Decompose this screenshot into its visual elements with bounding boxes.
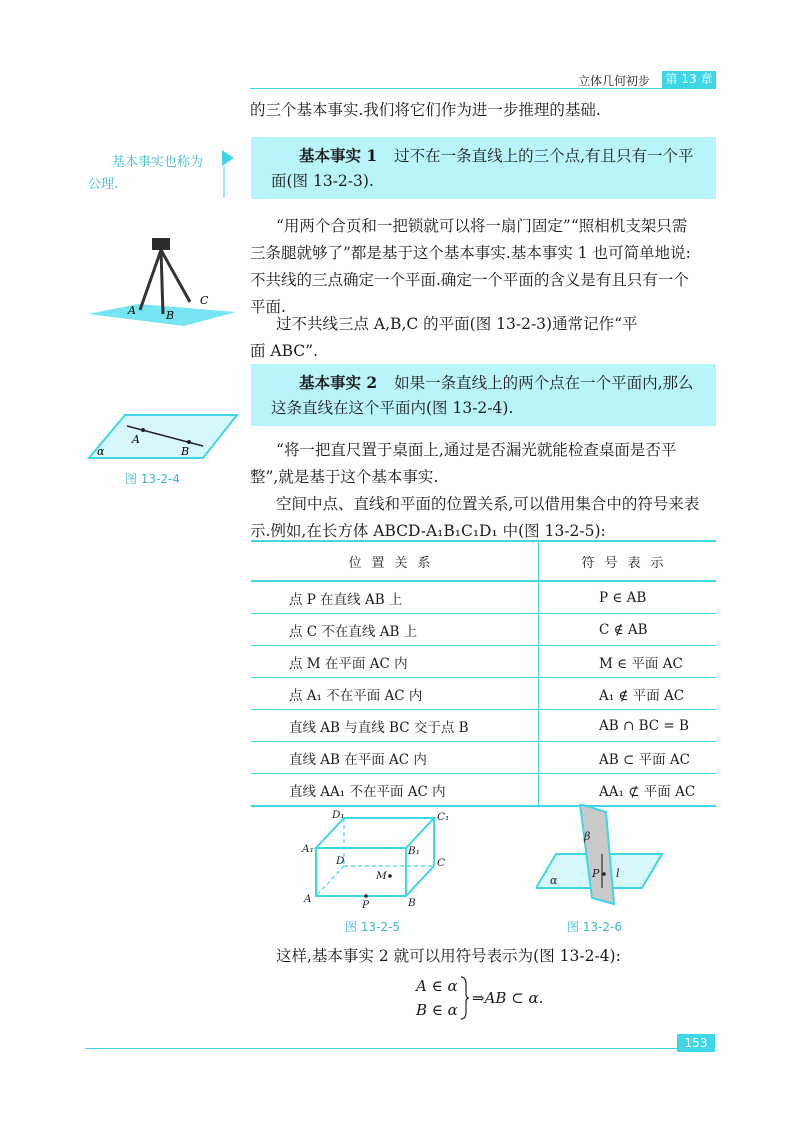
table-cell-relation: 直线 AB 与直线 BC 交于点 B [251,710,539,742]
fig5-label-a: A [304,893,312,905]
fact1-text-line1: 过不在一条直线上的三个点,有且只有一个平 [394,147,694,165]
fact2-box [251,364,716,426]
tripod-figure [88,232,238,327]
side-note-marker-icon [220,150,236,200]
fig4-label-a: A [132,433,140,446]
fig6-label-alpha: α [550,874,558,887]
table-row [251,710,716,742]
fig5-caption: 图 13-2-5 [345,920,401,934]
table-header-row [251,541,716,581]
fig5-label-d1: D₁ [332,809,345,821]
table-cell-relation: 直线 AB 在平面 AC 内 [251,742,539,774]
para1-line3: 不共线的三点确定一个平面.确定一个平面的含义是有且只有一个 [250,271,689,289]
fig5-label-b1: B₁ [408,845,420,857]
fig6-label-l: l [616,867,620,880]
formula-result: ⇒AB ⊂ α. [472,989,544,1007]
formula-line1: A ∈ α [416,977,458,995]
table-row [251,678,716,710]
page-number: 153 [677,1034,715,1052]
plane-line-figure [85,412,240,462]
fig6-label-p: P [592,867,600,880]
fig4-label-alpha: α [97,445,105,458]
fact1-box [251,137,716,199]
table-row [251,774,716,807]
fig6-label-beta: β [584,830,591,843]
table-cell-symbol: A₁ ∉ 平面 AC [539,678,717,710]
fig5-label-p: P [362,899,370,910]
tripod-label-c: C [200,294,209,307]
table-cell-symbol: M ∈ 平面 AC [539,646,717,678]
table-row [251,646,716,678]
para1-line2: 三条腿就够了”都是基于这个基本事实.基本事实 1 也可简单地说: [250,244,691,262]
para3-line1: “将一把直尺置于桌面上,通过是否漏光就能检查桌面是否平 [276,441,677,459]
table-cell-relation: 点 C 不在直线 AB 上 [251,614,539,646]
fig5-label-d: D [336,855,345,867]
intro-text: 的三个基本事实.我们将它们作为进一步推理的基础. [250,101,601,119]
fact2-label: 基本事实 2 [299,373,378,392]
table-cell-symbol: AB ⊂ 平面 AC [539,742,717,774]
tripod-label-b: B [166,309,175,322]
fact1-label: 基本事实 1 [299,146,378,165]
fig5-label-b: B [408,897,416,909]
para1-line4: 平面. [250,298,286,316]
header-rule [250,88,716,89]
para3-line2: 整”,就是基于这个基本事实. [250,468,439,486]
fig5-label-c: C [437,857,446,869]
table-cell-relation: 点 M 在平面 AC 内 [251,646,539,678]
table-cell-relation: 点 P 在直线 AB 上 [251,581,539,614]
fig4-label-b: B [181,445,190,458]
table-row [251,742,716,774]
fig5-label-m: M [376,870,387,882]
fact2-text-line2: 这条直线在这个平面内(图 13-2-4). [271,399,514,417]
para5: 这样,基本事实 2 就可以用符号表示为(图 13-2-4): [276,947,621,965]
footer-rule [85,1048,715,1049]
fact2-text-line1: 如果一条直线上的两个点在一个平面内,那么 [394,374,694,392]
table-cell-symbol: P ∈ AB [539,581,717,614]
chapter-title: 立体几何初步 [578,74,651,88]
table-cell-symbol: C ∉ AB [539,614,717,646]
chapter-badge: 第 13 章 [662,71,716,88]
symbol-table [251,540,716,807]
para4-line1: 空间中点、直线和平面的位置关系,可以借用集合中的符号来表 [276,495,700,513]
table-cell-relation: 点 A₁ 不在平面 AC 内 [251,678,539,710]
fig6-caption: 图 13-2-6 [567,920,623,934]
fig5-label-a1: A₁ [302,843,314,855]
table-row [251,614,716,646]
table-header-position: 位置关系 [251,541,539,581]
tripod-label-a: A [128,304,136,317]
intersecting-planes-figure [536,804,666,908]
fig4-caption: 图 13-2-4 [125,472,181,486]
fact1-text-line2: 面(图 13-2-3). [271,172,374,190]
para1-line1: “用两个合页和一把锁就可以将一扇门固定”“照相机支架只需 [276,217,688,235]
table-cell-symbol: AA₁ ⊄ 平面 AC [539,774,717,807]
para2-line2: 面 ABC”. [250,342,319,360]
para2-line1: 过不共线三点 A,B,C 的平面(图 13-2-3)通常记作“平 [276,315,638,333]
side-note-line2: 公理. [88,177,119,192]
cuboid-figure [296,806,456,910]
table-cell-relation: 直线 AA₁ 不在平面 AC 内 [251,774,539,807]
formula-brace-icon [460,976,470,1020]
para4-line2: 示.例如,在长方体 ABCD-A₁B₁C₁D₁ 中(图 13-2-5): [250,522,606,540]
table-cell-symbol: AB ∩ BC = B [539,710,717,742]
formula-line2: B ∈ α [416,1001,458,1019]
table-header-symbol: 符号表示 [539,541,717,581]
side-note-line1: 基本事实也称为 [112,155,204,170]
table-row [251,581,716,614]
fig5-label-c1: C₁ [437,811,450,823]
